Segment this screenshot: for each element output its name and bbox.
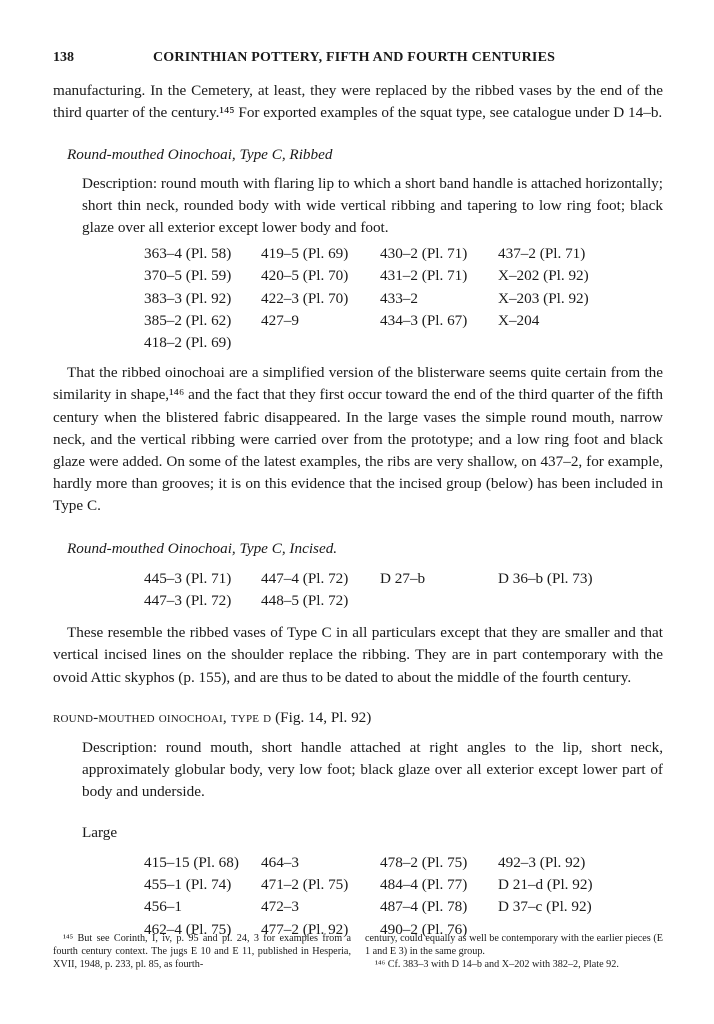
catalogue-entry: 431–2 (Pl. 71) (380, 267, 468, 285)
catalogue-type-c-incised (144, 568, 663, 612)
section-heading-type-c-ribbed: Round-mouthed Oinochoai, Type C, Ribbed (67, 146, 333, 164)
catalogue-entry: 420–5 (Pl. 70) (261, 267, 349, 285)
catalogue-entry: 448–5 (Pl. 72) (261, 592, 349, 610)
section-heading-type-d (53, 707, 663, 729)
catalogue-entry: 433–2 (380, 289, 418, 307)
catalogue-entry: 471–2 (Pl. 75) (261, 876, 349, 894)
page-header (53, 50, 663, 70)
footnote-146: ¹⁴⁶ Cf. 383–3 with D 14–b and X–202 with 382–2, Plate 92. (375, 959, 619, 971)
catalogue-entry: 477–2 (Pl. 92) (261, 920, 349, 938)
catalogue-entry: 363–4 (Pl. 58) (144, 245, 232, 263)
catalogue-entry: 419–5 (Pl. 69) (261, 245, 349, 263)
catalogue-entry: 383–3 (Pl. 92) (144, 289, 232, 307)
footnote-column-right (365, 932, 663, 972)
catalogue-type-c-ribbed (144, 243, 663, 354)
catalogue-entry: D 21–d (Pl. 92) (498, 876, 593, 894)
catalogue-entry: 487–4 (Pl. 78) (380, 898, 468, 916)
catalogue-entry: 418–2 (Pl. 69) (144, 334, 232, 352)
page-number: 138 (53, 50, 74, 65)
footnote-145-continued: century, could equally as well be contemporary with the earlier pieces (E 1 and E 3) in the same group. (365, 933, 663, 958)
main-text (53, 80, 663, 941)
catalogue-entry: X–204 (498, 311, 540, 329)
catalogue-entry: 434–3 (Pl. 67) (380, 311, 468, 329)
catalogue-entry: 447–4 (Pl. 72) (261, 569, 349, 587)
catalogue-entry: 464–3 (261, 853, 299, 871)
paragraph-ribbed-discussion: That the ribbed oinochoai are a simplified version of the blisterware seems quite certain from the similarity in shape,¹⁴⁶ and the fact that they first occur toward the end of the third quarter of the fifth century when the blistered fabric disappeared. In the large vases the simple round mouth, narrow neck, and the vertical ribbing were carried over from the prototype; and a low ring foot and black glaze were added. On some of the latest examples, the ribs are very shallow, on 437–2, for example, hardly more than grooves; it is on this evidence that the incised group (below) has been included in Type C. (53, 364, 663, 515)
description-type-d: Description: round mouth, short handle attached at right angles to the lip, short neck, approximately globular body, very low foot; black glaze over all exterior except lower part of body and underside. (82, 739, 663, 801)
intro-paragraph: manufacturing. In the Cemetery, at least, they were replaced by the ribbed vases by the end of the third quarter of the century.¹⁴⁵ For exported examples of the squat type, see catalogue under D 14–b. (53, 82, 663, 122)
catalogue-entry: 456–1 (144, 898, 182, 916)
catalogue-entry: X–202 (Pl. 92) (498, 267, 589, 285)
section-heading-type-d-reference: (Fig. 14, Pl. 92) (275, 708, 372, 726)
catalogue-entry: 437–2 (Pl. 71) (498, 245, 586, 263)
catalogue-entry: X–203 (Pl. 92) (498, 289, 589, 307)
catalogue-entry: 462–4 (Pl. 75) (144, 920, 232, 938)
footnotes (53, 932, 663, 972)
section-heading-type-c-incised: Round-mouthed Oinochoai, Type C, Incised. (67, 539, 338, 557)
footnote-column-left (53, 932, 351, 972)
footnote-145: ¹⁴⁵ But see Corinth, I, iv, p. 95 and pl. 24, 3 for examples from a fourth century context. The jugs E 10 and E 11, published in Hesperia, XVII, 1948, p. 233, pl. 85, as fourth- (53, 933, 351, 971)
subgroup-label: Large (82, 823, 118, 841)
catalogue-entry: 445–3 (Pl. 71) (144, 569, 232, 587)
catalogue-entry: 472–3 (261, 898, 299, 916)
catalogue-entry: D 36–b (Pl. 73) (498, 569, 593, 587)
catalogue-entry: 430–2 (Pl. 71) (380, 245, 468, 263)
catalogue-entry: 427–9 (261, 311, 299, 329)
catalogue-entry: 385–2 (Pl. 62) (144, 311, 232, 329)
catalogue-type-d-large (144, 852, 663, 941)
catalogue-entry: 422–3 (Pl. 70) (261, 289, 349, 307)
paragraph-incised-discussion: These resemble the ribbed vases of Type C in all particulars except that they are smaller and that vertical incised lines on the shoulder replace the ribbing. They are in part contemporary with the ovoid Attic skyphos (p. 155), and are thus to be dated to about the middle of the fourth century. (53, 624, 663, 686)
catalogue-entry: 484–4 (Pl. 77) (380, 876, 468, 894)
running-head: CORINTHIAN POTTERY, FIFTH AND FOURTH CENTURIES (153, 50, 556, 65)
catalogue-entry: 490–2 (Pl. 76) (380, 920, 468, 938)
catalogue-entry: D 37–c (Pl. 92) (498, 898, 592, 916)
catalogue-entry: 455–1 (Pl. 74) (144, 876, 232, 894)
catalogue-entry: 447–3 (Pl. 72) (144, 592, 232, 610)
section-heading-type-d-title: round-mouthed oinochoai, type d (53, 708, 272, 726)
description-type-c-ribbed: Description: round mouth with flaring lip to which a short band handle is attached horizontally; short thin neck, rounded body with wide vertical ribbing and tapering to low ring foot; black glaze over all exterior except lower body and foot. (82, 174, 663, 237)
catalogue-entry: 370–5 (Pl. 59) (144, 267, 232, 285)
catalogue-entry: 492–3 (Pl. 92) (498, 853, 586, 871)
catalogue-entry: 415–15 (Pl. 68) (144, 853, 239, 871)
catalogue-entry: D 27–b (380, 569, 426, 587)
catalogue-entry: 478–2 (Pl. 75) (380, 853, 468, 871)
